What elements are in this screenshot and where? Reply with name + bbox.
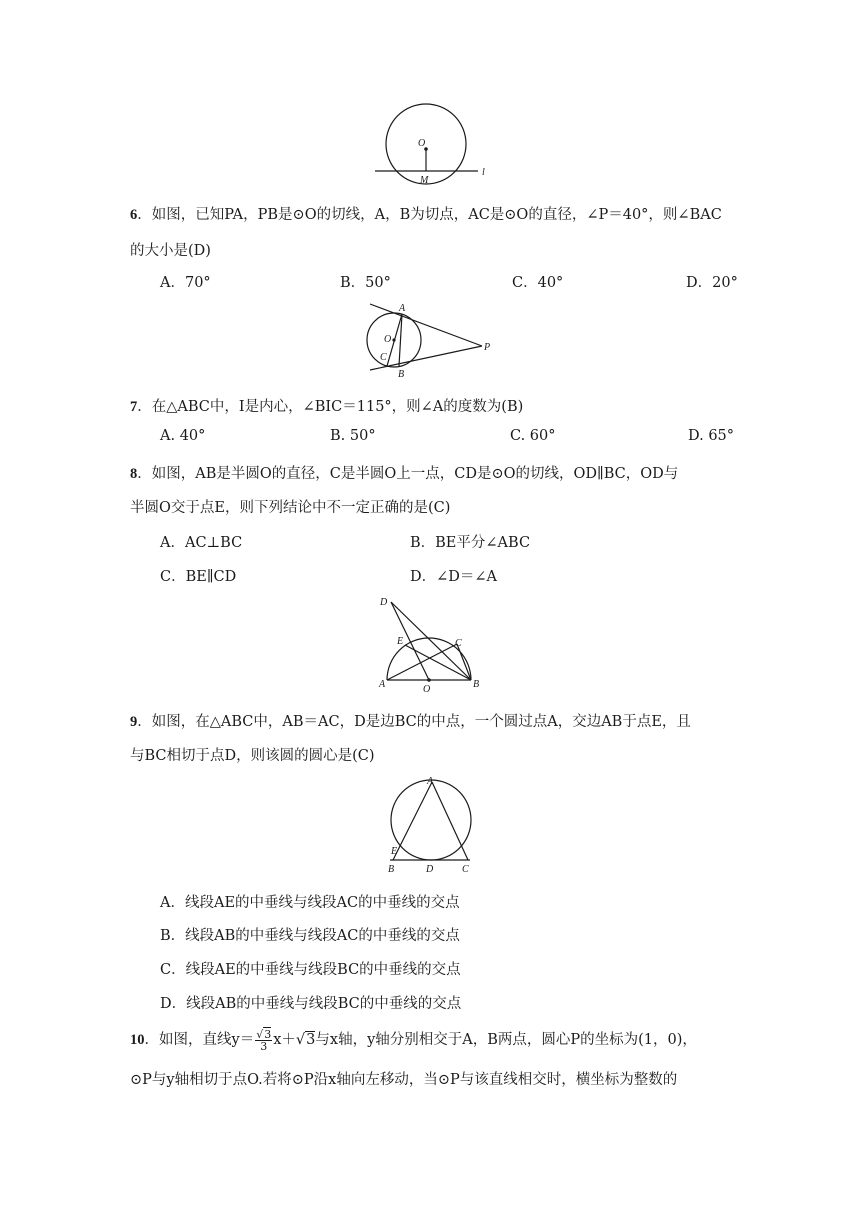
q10-fraction: $\frac{√3}{3}$ — [256, 1027, 272, 1053]
q9-option-d: D．线段AB的中垂线与线段BC的中垂线的交点 — [160, 996, 462, 1012]
q6-option-d: D．20° — [686, 275, 738, 291]
q8-label-o: O — [423, 684, 431, 695]
q6-line1: 6．如图，已知PA，PB是⊙O的切线，A，B为切点，AC是⊙O的直径，∠P＝40°，则∠BAC — [130, 207, 722, 223]
q8-label-b: B — [473, 679, 480, 690]
q6-label-c: C — [380, 352, 387, 363]
label-m: M — [420, 175, 429, 186]
q6-line2: 的大小是(D) — [130, 243, 211, 259]
q8-option-a: A．AC⊥BC — [160, 535, 243, 551]
q6-option-c: C．40° — [512, 275, 564, 291]
q9-option-b: B．线段AB的中垂线与线段AC的中垂线的交点 — [160, 928, 460, 944]
q9-triangle-circle-figure — [380, 774, 480, 878]
q6-label-b: B — [398, 369, 405, 380]
q9-label-e: E — [391, 846, 398, 857]
circle-tangent-line-figure — [370, 104, 490, 188]
q9-option-a: A．线段AE的中垂线与线段AC的中垂线的交点 — [160, 895, 460, 911]
q6-label-p: P — [484, 342, 491, 353]
q9-line2: 与BC相切于点D，则该圆的圆心是(C) — [130, 748, 375, 764]
q6-option-b: B．50° — [340, 275, 391, 291]
q9-line1: 9．如图，在△ABC中，AB＝AC，D是边BC的中点，一个圆过点A，交边AB于点E，且 — [130, 714, 691, 730]
label-o: O — [418, 138, 426, 149]
q7-option-a: A. 40° — [160, 428, 206, 444]
q10-line2: ⊙P与y轴相切于点O.若将⊙P沿x轴向左移动，当⊙P与该直线相交时，横坐标为整数的 — [130, 1072, 678, 1088]
q8-option-d: D．∠D＝∠A — [410, 569, 498, 585]
q9-label-c: C — [462, 864, 469, 875]
q7-option-d: D. 65° — [688, 428, 735, 444]
q8-line2: 半圆O交于点E，则下列结论中不一定正确的是(C) — [130, 500, 451, 516]
q8-line1: 8．如图，AB是半圆O的直径，C是半圆O上一点，CD是⊙O的切线，OD∥BC，OD与 — [130, 466, 679, 482]
q8-label-e: E — [397, 636, 404, 647]
q9-option-c: C．线段AE的中垂线与线段BC的中垂线的交点 — [160, 962, 461, 978]
q6-tangent-figure — [362, 300, 502, 380]
q9-label-d: D — [426, 864, 434, 875]
q8-option-c: C．BE∥CD — [160, 569, 237, 585]
label-l: l — [482, 167, 485, 178]
q8-label-a: A — [379, 679, 386, 690]
q7-line1: 7．在△ABC中，I是内心，∠BIC＝115°，则∠A的度数为(B) — [130, 399, 524, 415]
q8-option-b: B．BE平分∠ABC — [410, 535, 531, 551]
q9-label-a: A — [427, 776, 434, 787]
q8-label-d: D — [380, 597, 388, 608]
q6-label-a: A — [399, 303, 406, 314]
q6-label-o: O — [384, 334, 392, 345]
q7-option-b: B. 50° — [330, 428, 376, 444]
q10-line1: 10．如图，直线y＝ $\frac{√3}{3}$ x＋√3与x轴，y轴分别相交于A，B两点，圆心P的坐标为(1，0)， — [130, 1027, 697, 1053]
q8-label-c: C — [455, 638, 462, 649]
q9-label-b: B — [388, 864, 395, 875]
q7-option-c: C. 60° — [510, 428, 556, 444]
q8-semicircle-figure — [375, 592, 495, 696]
q6-option-a: A．70° — [160, 275, 211, 291]
